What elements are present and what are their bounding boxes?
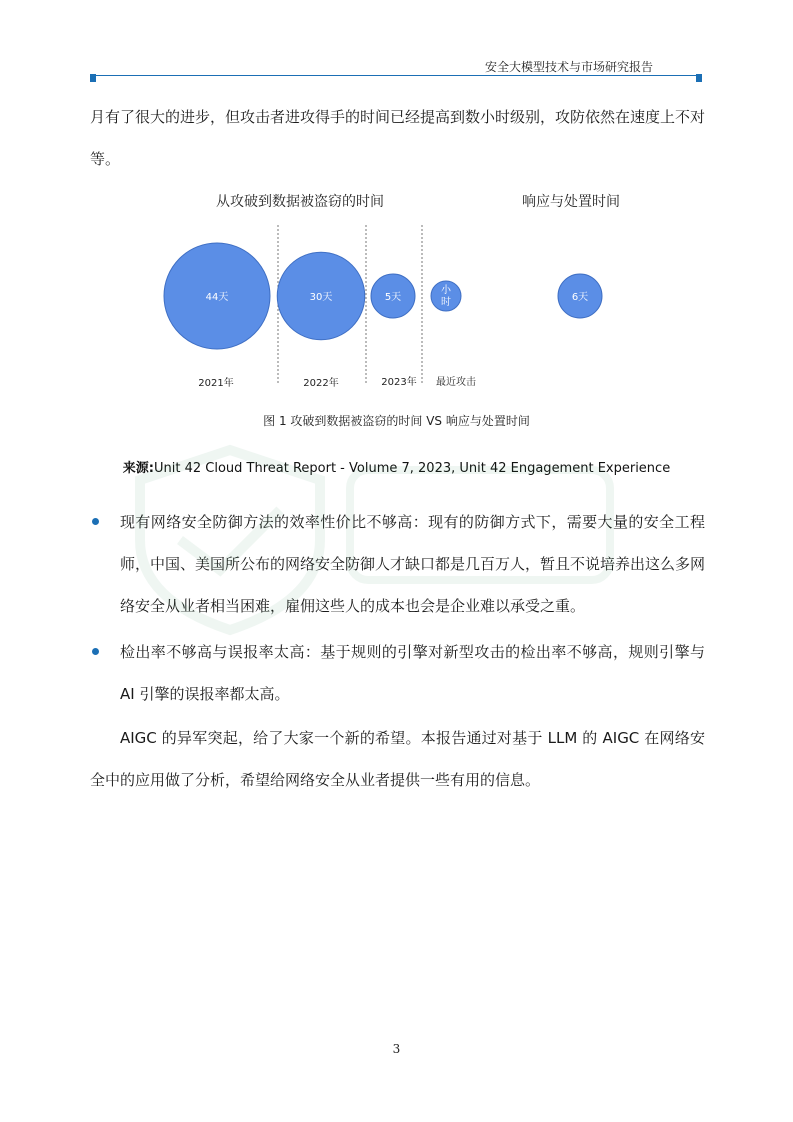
bubble-label: 小时 [441,285,451,308]
watermark-shield-icon [120,420,640,640]
chart-title-response: 响应与处置时间 [522,194,620,210]
header-rule-cap-right [696,74,702,82]
header-rule [90,75,702,76]
category-label: 2023年 [381,377,417,388]
bullet-icon [92,648,99,655]
bubbles [164,243,602,349]
bubble-chart [90,185,710,400]
source-label: 来源: [122,461,154,476]
intro-paragraph: 月有了很大的进步，但攻击者进攻得手的时间已经提高到数小时级别，攻防依然在速度上不对等。 [90,108,706,168]
category-label: 2021年 [198,378,234,389]
header-rule-cap-left [90,74,96,82]
bubble-label: 30天 [309,292,333,303]
closing-paragraph: AIGC 的异军突起，给了大家一个新的希望。本报告通过对基于 LLM 的 AIGC 在网络安全中的应用做了分析，希望给网络安全从业者提供一些有用的信息。 [90,729,705,789]
page-number: 3 [392,1042,401,1056]
bullet-item: 检出率不够高与误报率太高：基于规则的引擎对新型攻击的检出率不够高，规则引擎与 AI 引擎的误报率都太高。 [120,643,705,703]
bubble-label: 44天 [205,292,229,303]
source-text: Unit 42 Cloud Threat Report - Volume 7, 2023, Unit 42 Engagement Experience [153,461,671,476]
category-label: 最近攻击 [436,377,476,388]
report-title: 安全大模型技术与市场研究报告 [484,60,653,74]
bubble-label: 5天 [384,292,402,303]
bubble-label: 6天 [571,292,589,303]
chart-title-breach: 从攻破到数据被盗窃的时间 [216,194,384,210]
bullet-icon [92,518,99,525]
bullet-item: 现有网络安全防御方法的效率性价比不够高：现有的防御方式下，需要大量的安全工程师，中国、美国所公布的网络安全防御人才缺口都是几百万人，暂且不说培养出这么多网络安全从业者相当困难，雇佣这些人的成本也会是企业难以承受之重。 [120,513,706,615]
figure-caption: 图 1 攻破到数据被盗窃的时间 VS 响应与处置时间 [263,414,530,428]
category-label: 2022年 [303,378,339,389]
